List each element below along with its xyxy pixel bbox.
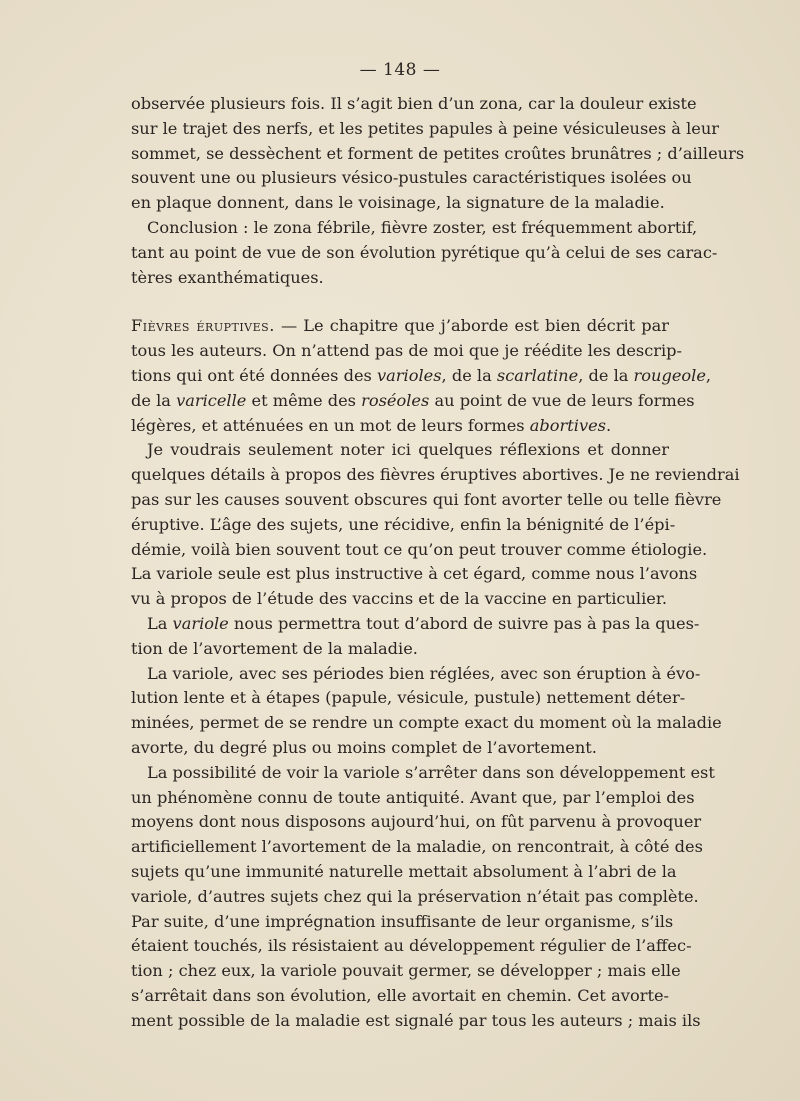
text-run: nous permettra tout d’abord de suivre pas à pas la ques- xyxy=(228,613,700,633)
text-line: sujets qu’une immunité naturelle mettait absolument à l’abri de la xyxy=(131,861,677,881)
text-line: La variole seule est plus instructive à cet égard, comme nous l’avons xyxy=(131,564,698,584)
italic-term: variole xyxy=(172,613,229,633)
text-run: , xyxy=(705,365,712,385)
italic-term: roséoles xyxy=(361,390,430,410)
text-run: , de la xyxy=(441,365,497,385)
italic-term: varioles xyxy=(377,365,442,385)
text-line: sommet, se dessèchent et forment de petites croûtes brunâtres ; d’ailleurs xyxy=(131,143,745,163)
text-line: La possibilité de voir la variole s’arrêter dans son développement est xyxy=(147,762,715,782)
text-line: Par suite, d’une imprégnation insuffisante de leur organisme, s’ils xyxy=(131,911,674,931)
paragraph-fievres-eruptives xyxy=(131,314,712,438)
paragraph-variole-intro xyxy=(131,612,700,662)
text-line: variole, d’autres sujets chez qui la préservation n’était pas complète. xyxy=(131,886,699,906)
text-run: de la xyxy=(131,390,177,410)
text-line: tères exanthématiques. xyxy=(131,267,324,287)
italic-term: scarlatine xyxy=(496,365,579,385)
text-line: avorte, du degré plus ou moins complet de l’avortement. xyxy=(131,737,597,757)
text-line: un phénomène connu de toute antiquité. Avant que, par l’emploi des xyxy=(131,787,695,807)
text-line: étaient touchés, ils résistaient au développement régulier de l’affec- xyxy=(131,936,692,956)
text-line xyxy=(131,389,695,414)
text-line: quelques détails à propos des fièvres éruptives abortives. Je ne reviendrai xyxy=(131,465,740,485)
text-run: au point de vue de leurs formes xyxy=(429,390,695,410)
text-line: ment possible de la maladie est signalé par tous les auteurs ; mais ils xyxy=(131,1010,701,1030)
page-number: — 148 — xyxy=(359,60,441,80)
text-line: tous les auteurs. On n’attend pas de moi que je réédite les descrip- xyxy=(131,341,683,361)
text-line: en plaque donnent, dans le voisinage, la signature de la maladie. xyxy=(131,193,665,213)
italic-term: rougeole xyxy=(633,365,706,385)
text-run: — Le chapitre que j’aborde est bien décrit par xyxy=(274,316,669,336)
paragraph-possibilite xyxy=(131,761,715,1034)
text-line: Conclusion : le zona fébrile, fièvre zoster, est fréquemment abortif, xyxy=(147,217,698,237)
text-line: lution lente et à étapes (papule, vésicule, pustule) nettement déter- xyxy=(131,688,686,708)
italic-term: varicelle xyxy=(176,390,247,410)
text-line: vu à propos de l’étude des vaccins et de la vaccine en particulier. xyxy=(131,589,667,609)
text-line: observée plusieurs fois. Il s’agit bien d’un zona, car la douleur existe xyxy=(131,94,697,113)
text-line: sur le trajet des nerfs, et les petites papules à peine vésiculeuses à leur xyxy=(131,118,720,138)
paragraph-reflexions xyxy=(131,438,740,612)
text-line: tant au point de vue de son évolution pyrétique qu’à celui de ses carac- xyxy=(131,242,718,262)
paragraph-conclusion xyxy=(131,216,718,290)
text-line xyxy=(131,612,700,637)
text-line: souvent une ou plusieurs vésico-pustules caractéristiques isolées ou xyxy=(131,168,692,188)
text-line: tion de l’avortement de la maladie. xyxy=(131,638,418,658)
text-line xyxy=(131,364,712,389)
text-run: , de la xyxy=(578,365,634,385)
section-spacer xyxy=(131,290,669,314)
text-line xyxy=(131,314,669,339)
text-line: tion ; chez eux, la variole pouvait germer, se développer ; mais elle xyxy=(131,961,681,981)
text-line xyxy=(131,414,669,439)
text-line: éruptive. L’âge des sujets, une récidive, enfin la bénignité de l’épi- xyxy=(131,514,676,534)
paragraph-zona xyxy=(131,92,745,216)
text-run: . xyxy=(605,415,612,435)
text-run: La xyxy=(147,613,173,633)
text-run: et même des xyxy=(246,390,362,410)
text-line: pas sur les causes souvent obscures qui font avorter telle ou telle fièvre xyxy=(131,489,722,509)
text-line: Je voudrais seulement noter ici quelques réflexions et donner xyxy=(147,440,669,460)
text-line: moyens dont nous disposons aujourd’hui, on fût parvenu à provoquer xyxy=(131,812,702,832)
text-line: s’arrêtait dans son évolution, elle avortait en chemin. Cet avorte- xyxy=(131,985,669,1005)
italic-term: abortives xyxy=(529,415,606,435)
text-run: légères, et atténuées en un mot de leurs formes xyxy=(131,415,530,435)
body-text xyxy=(131,92,745,1033)
section-heading: Fièvres éruptives. xyxy=(131,316,275,336)
text-line: minées, permet de se rendre un compte exact du moment où la maladie xyxy=(131,713,722,733)
text-run: tions qui ont été données des xyxy=(131,365,378,385)
paragraph-variole-periodes xyxy=(131,662,722,761)
text-line: démie, voilà bien souvent tout ce qu’on peut trouver comme étiologie. xyxy=(131,539,708,559)
text-line: artificiellement l’avortement de la maladie, on rencontrait, à côté des xyxy=(131,837,703,857)
text-line: La variole, avec ses périodes bien réglées, avec son éruption à évo- xyxy=(147,663,701,683)
